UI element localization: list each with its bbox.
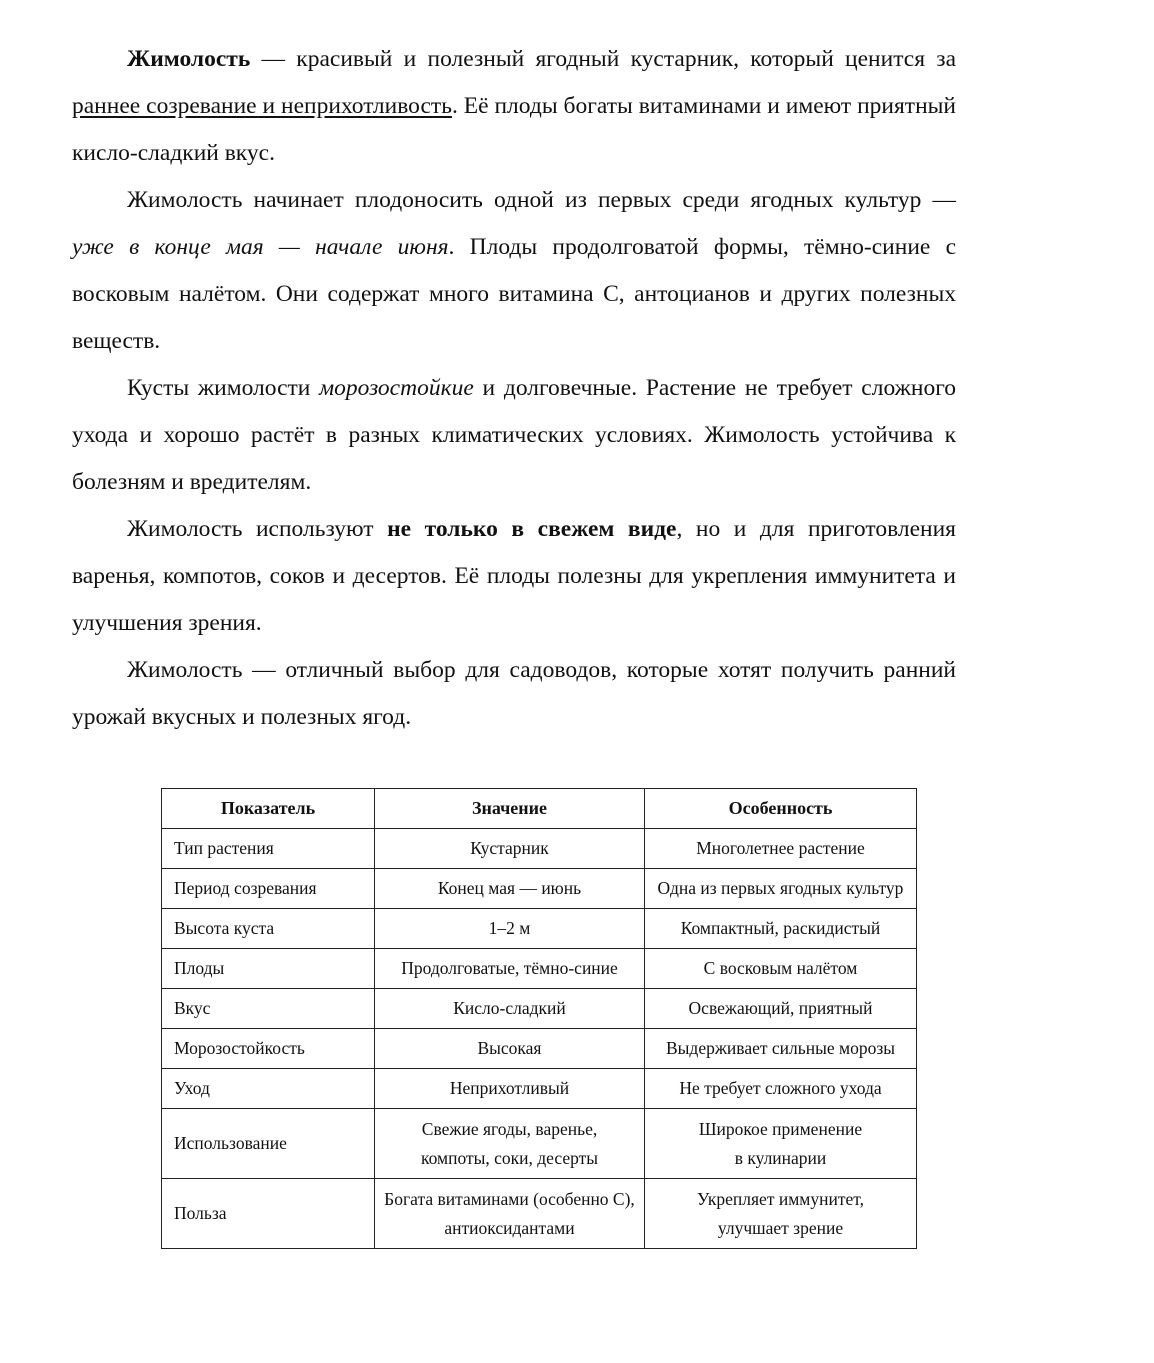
table-cell — [645, 989, 917, 1029]
column-header: Особенность — [645, 789, 917, 829]
table-row — [162, 1069, 917, 1109]
paragraph — [72, 365, 956, 506]
paragraph — [72, 36, 956, 177]
table-cell — [645, 909, 917, 949]
table-cell — [375, 829, 645, 869]
cell-text: Кустарник — [470, 838, 549, 858]
table-row — [162, 909, 917, 949]
text-underlined: раннее созревание и неприхотливость — [72, 93, 452, 119]
table-cell — [375, 909, 645, 949]
table-cell — [162, 1029, 375, 1069]
text-run: и долговечные. Растение не требует сложного ухода и хорошо растёт в разных климатических условиях. Жимолость устойчива к болезням и вредителям. — [72, 375, 956, 495]
cell-text: Вкус — [174, 998, 211, 1018]
document-body — [72, 36, 956, 741]
cell-text: Тип растения — [174, 838, 274, 858]
table-cell — [645, 869, 917, 909]
table-row — [162, 1109, 917, 1179]
column-header: Показатель — [162, 789, 375, 829]
cell-text: Конец мая — июнь — [437, 878, 582, 898]
table-cell — [162, 1069, 375, 1109]
table-cell — [645, 1029, 917, 1069]
table-cell — [162, 1109, 375, 1179]
table-cell — [645, 829, 917, 869]
text-run: — красивый и полезный ягодный кустарник, который ценится за — [250, 46, 956, 72]
cell-text: Выдерживает сильные морозы — [665, 1038, 895, 1058]
cell-text: компоты, соки, десерты — [420, 1147, 599, 1168]
table-cell — [375, 1109, 645, 1179]
cell-text: в кулинарии — [734, 1147, 827, 1168]
cell-text: Плоды — [174, 958, 225, 978]
cell-text: Не требует сложного ухода — [679, 1078, 882, 1098]
table-cell — [645, 1069, 917, 1109]
table-cell — [645, 949, 917, 989]
text-bold: не только в свежем виде — [387, 516, 677, 542]
text-run: , но и для приготовления варенья, компотов, соков и десертов. Её плоды полезны для укрепления иммунитета и улучшения зрения. — [72, 516, 956, 636]
text-run: . Её плоды богаты витаминами и имеют приятный кисло-сладкий вкус. — [72, 93, 957, 166]
cell-text: Высота куста — [174, 918, 275, 938]
table-cell — [375, 1179, 645, 1249]
table-cell — [162, 829, 375, 869]
cell-text: Освежающий, приятный — [688, 998, 873, 1018]
table-row — [162, 1179, 917, 1249]
cell-text: Продолговатые, тёмно-синие — [401, 958, 618, 978]
cell-text: Высокая — [477, 1038, 542, 1058]
text-run: Жимолость начинает плодоносить одной из первых среди ягодных культур — — [127, 187, 956, 213]
paragraph — [72, 506, 956, 647]
cell-text: Польза — [174, 1203, 227, 1223]
text-run: . Плоды продолговатой формы, тёмно-синие с восковым налётом. Они содержат много витамина С, антоцианов и других полезных веществ. — [72, 234, 956, 354]
table-cell — [375, 1069, 645, 1109]
cell-text: Кисло-сладкий — [453, 998, 566, 1018]
table-row — [162, 949, 917, 989]
text-run: Кусты жимолости — [127, 375, 320, 401]
cell-text: С восковым налётом — [703, 958, 858, 978]
table-cell — [162, 869, 375, 909]
cell-text: улучшает зрение — [717, 1217, 844, 1238]
data-table — [161, 788, 917, 1249]
text-bold: Жимолость — [127, 46, 251, 72]
text-italic: морозостойкие — [319, 375, 474, 401]
table-cell — [375, 949, 645, 989]
cell-text: Уход — [174, 1078, 210, 1098]
table-row — [162, 869, 917, 909]
cell-text: Период созревания — [174, 878, 317, 898]
table-cell — [162, 909, 375, 949]
table-cell — [645, 1109, 917, 1179]
cell-text: Богата витаминами (особенно С), — [384, 1188, 635, 1209]
table-cell — [375, 869, 645, 909]
cell-text: Одна из первых ягодных культур — [657, 878, 904, 898]
text-run: Жимолость — отличный выбор для садоводов, которые хотят получить ранний урожай вкусных и полезных ягод. — [72, 657, 956, 730]
cell-text: Многолетнее растение — [696, 838, 865, 858]
data-table-container — [161, 788, 917, 1249]
paragraph — [72, 647, 956, 741]
table-cell — [645, 1179, 917, 1249]
table-cell — [375, 989, 645, 1029]
cell-text: Морозостойкость — [174, 1038, 305, 1058]
cell-text: Свежие ягоды, варенье, — [421, 1118, 598, 1139]
cell-text: Укрепляет иммунитет, — [697, 1188, 864, 1209]
table-header-row — [162, 789, 917, 829]
text-run: Жимолость используют — [127, 516, 388, 542]
column-header: Значение — [375, 789, 645, 829]
paragraph — [72, 177, 956, 365]
table-cell — [375, 1029, 645, 1069]
cell-text: антиоксидантами — [444, 1217, 575, 1238]
table-cell — [162, 1179, 375, 1249]
cell-text: Использование — [174, 1133, 287, 1153]
cell-text: Компактный, раскидистый — [680, 918, 881, 938]
table-row — [162, 829, 917, 869]
table-row — [162, 989, 917, 1029]
table-row — [162, 1029, 917, 1069]
table-cell — [162, 989, 375, 1029]
cell-text: Широкое применение — [698, 1118, 863, 1139]
text-italic: уже в конце мая — начале июня — [72, 234, 449, 260]
table-cell — [162, 949, 375, 989]
cell-text: 1–2 м — [488, 918, 531, 938]
cell-text: Неприхотливый — [449, 1078, 570, 1098]
